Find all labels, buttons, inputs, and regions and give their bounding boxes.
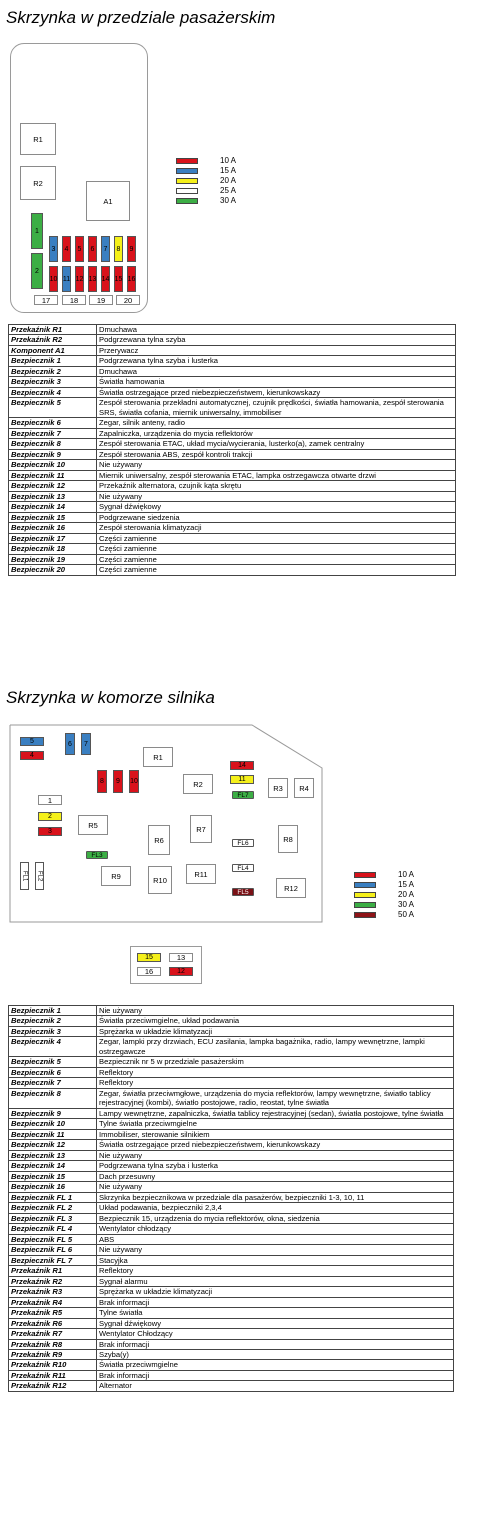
- function-cell: Zespół sterowania klimatyzacji: [97, 523, 456, 533]
- legend-swatch: [354, 892, 376, 898]
- function-cell: Immobiliser, sterowanie silnikiem: [97, 1129, 454, 1139]
- table-row: [9, 1224, 454, 1234]
- table-row: [9, 1360, 454, 1370]
- function-cell: Zegar, silnik anteny, radio: [97, 418, 456, 428]
- table-row: [9, 1182, 454, 1192]
- function-cell: Nie używany: [97, 491, 456, 501]
- table-row: [9, 1339, 454, 1349]
- component-name-cell: Bezpiecznik FL 6: [9, 1245, 97, 1255]
- component-name-cell: Bezpiecznik 12: [9, 1140, 97, 1150]
- function-cell: Tylne światła: [97, 1308, 454, 1318]
- function-cell: Wentylator Chłodzący: [97, 1329, 454, 1339]
- component-name-cell: Bezpiecznik 14: [9, 502, 97, 512]
- relay-r8: R8: [278, 825, 298, 853]
- engine-fuse-16: 16: [137, 967, 161, 976]
- table-row: [9, 1381, 454, 1391]
- component-name-cell: Bezpiecznik 11: [9, 470, 97, 480]
- fuse-16: 16: [127, 266, 136, 292]
- fl2-fuse: FL2: [35, 862, 44, 890]
- component-name-cell: Bezpiecznik 12: [9, 481, 97, 491]
- component-name-cell: Bezpiecznik 16: [9, 1182, 97, 1192]
- engine-fuse-table: [8, 1005, 454, 1392]
- component-name-cell: Przekaźnik R11: [9, 1370, 97, 1380]
- function-cell: Nie używany: [97, 1150, 454, 1160]
- function-cell: Nie używany: [97, 1006, 454, 1016]
- fuse-11: 11: [62, 266, 71, 292]
- spare-18: 18: [62, 295, 86, 305]
- table-row: [9, 1203, 454, 1213]
- table-row: [9, 1308, 454, 1318]
- legend-label: 15 A: [220, 166, 237, 175]
- table-row: [9, 1140, 454, 1150]
- component-name-cell: Komponent A1: [9, 345, 97, 355]
- component-name-cell: Bezpiecznik 5: [9, 1057, 97, 1067]
- engine-fuse-7: 7: [81, 733, 91, 755]
- function-cell: Światła przeciwmgielne, układ podawania: [97, 1016, 454, 1026]
- fl3-fuse: FL3: [86, 851, 108, 859]
- function-cell: Szyba(y): [97, 1349, 454, 1359]
- component-name-cell: Przekaźnik R12: [9, 1381, 97, 1391]
- relay-r5: R5: [78, 815, 108, 835]
- function-cell: Sprężarka w układzie klimatyzacji: [97, 1026, 454, 1036]
- function-cell: Światła przeciwmgielne: [97, 1360, 454, 1370]
- component-name-cell: Przekaźnik R5: [9, 1308, 97, 1318]
- component-name-cell: Bezpiecznik FL 1: [9, 1192, 97, 1202]
- function-cell: Wentylator chłodzący: [97, 1224, 454, 1234]
- spare-19: 19: [89, 295, 113, 305]
- table-row: [9, 1119, 454, 1129]
- table-row: [9, 1329, 454, 1339]
- legend-label: 15 A: [398, 880, 415, 889]
- component-name-cell: Bezpiecznik 10: [9, 1119, 97, 1129]
- function-cell: Lampy wewnętrzne, zapalniczka, światła tablicy rejestracyjnej (sedan), światła postojowe, tylne światła: [97, 1108, 454, 1118]
- engine-fuse-8: 8: [97, 770, 107, 793]
- function-cell: Tylne światła przeciwmgielne: [97, 1119, 454, 1129]
- legend-label: 10 A: [398, 870, 415, 879]
- function-cell: Zegar, światła przeciwmgłowe, urządzenia do mycia reflektorów, lampy wewnętrzne, światło tablicy rejestracyjnej (kombi), światło postojowe, radio, reostat, tylne światła: [97, 1088, 454, 1108]
- function-cell: Reflektory: [97, 1067, 454, 1077]
- component-name-cell: Bezpiecznik 6: [9, 418, 97, 428]
- component-name-cell: Bezpiecznik 15: [9, 512, 97, 522]
- function-cell: Podgrzewana tylna szyba i lusterka: [97, 1161, 454, 1171]
- component-name-cell: Bezpiecznik FL 3: [9, 1213, 97, 1223]
- component-name-cell: Bezpiecznik 2: [9, 366, 97, 376]
- relay-r12: R12: [276, 878, 306, 898]
- table-row: [9, 1057, 454, 1067]
- relay-r10: R10: [148, 866, 172, 894]
- spare-17: 17: [34, 295, 58, 305]
- fl4-fuse: FL4: [232, 864, 254, 872]
- engine-fuse-11: 11: [230, 775, 254, 784]
- table-row: [9, 1150, 454, 1160]
- legend-item: [354, 890, 414, 899]
- table-row: [9, 1037, 454, 1057]
- legend-swatch: [354, 872, 376, 878]
- relay-r3: R3: [268, 778, 288, 798]
- component-name-cell: Bezpiecznik 16: [9, 523, 97, 533]
- legend-label: 30 A: [220, 196, 237, 205]
- relay-r1: R1: [143, 747, 173, 767]
- component-name-cell: Bezpiecznik 10: [9, 460, 97, 470]
- function-cell: Dmuchawa: [97, 325, 456, 335]
- fuse-12: 12: [75, 266, 84, 292]
- component-name-cell: Bezpiecznik 7: [9, 428, 97, 438]
- table-row: [9, 1287, 454, 1297]
- function-cell: Zespół sterowania ABS, zespół kontroli trakcji: [97, 449, 456, 459]
- function-cell: Podgrzewana tylna szyba i lusterka: [97, 356, 456, 366]
- component-name-cell: Bezpiecznik 3: [9, 377, 97, 387]
- function-cell: Stacyjka: [97, 1255, 454, 1265]
- fuse-13: 13: [88, 266, 97, 292]
- function-cell: Nie używany: [97, 460, 456, 470]
- fuse-7: 7: [101, 236, 110, 262]
- engine-fuse-5: 5: [20, 737, 44, 746]
- component-name-cell: Bezpiecznik FL 4: [9, 1224, 97, 1234]
- relay-r2: R2: [183, 774, 213, 794]
- component-name-cell: Bezpiecznik 4: [9, 387, 97, 397]
- relay-r9: R9: [101, 866, 131, 886]
- function-cell: Zegar, lampki przy drzwiach, ECU zasilania, lampka bagażnika, radio, lampy wewnętrzne, lampki ostrzegawcze: [97, 1037, 454, 1057]
- component-name-cell: Przekaźnik R3: [9, 1287, 97, 1297]
- fl1-fuse: FL1: [20, 862, 29, 890]
- function-cell: Skrzynka bezpiecznikowa w przedziale dla pasażerów, bezpieczniki 1-3, 10, 11: [97, 1192, 454, 1202]
- component-name-cell: Przekaźnik R10: [9, 1360, 97, 1370]
- fl7-fuse: FL7: [232, 791, 254, 799]
- section2-title: Skrzynka w komorze silnika: [6, 688, 215, 707]
- component-name-cell: Bezpiecznik 8: [9, 439, 97, 449]
- component-name-cell: Bezpiecznik 3: [9, 1026, 97, 1036]
- function-cell: Miernik uniwersalny, zespół sterowania ETAC, lampka ostrzegawcza otwarte drzwi: [97, 470, 456, 480]
- table-row: [9, 1171, 454, 1181]
- legend-label: 50 A: [398, 910, 415, 919]
- fuse-5: 5: [75, 236, 84, 262]
- component-name-cell: Bezpiecznik 4: [9, 1037, 97, 1057]
- component-name-cell: Bezpiecznik 8: [9, 1088, 97, 1108]
- table-row: [9, 1266, 454, 1276]
- engine-fuse-10: 10: [129, 770, 139, 793]
- table-row: [9, 1318, 454, 1328]
- table-row: [9, 1192, 454, 1202]
- component-name-cell: Bezpiecznik FL 7: [9, 1255, 97, 1265]
- component-name-cell: Bezpiecznik 17: [9, 533, 97, 543]
- fuse-9: 9: [127, 236, 136, 262]
- function-cell: Części zamienne: [97, 544, 456, 554]
- component-name-cell: Bezpiecznik 1: [9, 356, 97, 366]
- function-cell: Światła hamowania: [97, 377, 456, 387]
- fl6-fuse: FL6: [232, 839, 254, 847]
- component-name-cell: Przekaźnik R7: [9, 1329, 97, 1339]
- table-row: [9, 1349, 454, 1359]
- function-cell: Części zamienne: [97, 565, 456, 575]
- fuse-14: 14: [101, 266, 110, 292]
- function-cell: Przerywacz: [97, 345, 456, 355]
- function-cell: Brak informacji: [97, 1370, 454, 1380]
- function-cell: Sprężarka w układzie klimatyzacji: [97, 1287, 454, 1297]
- function-cell: Dach przesuwny: [97, 1171, 454, 1181]
- function-cell: Bezpiecznik nr 5 w przedziale pasażerskim: [97, 1057, 454, 1067]
- component-name-cell: Bezpiecznik 14: [9, 1161, 97, 1171]
- component-name-cell: Przekaźnik R2: [9, 1276, 97, 1286]
- engine-fuse-12: 12: [169, 967, 193, 976]
- function-cell: Brak informacji: [97, 1297, 454, 1307]
- fuse-15: 15: [114, 266, 123, 292]
- function-cell: Sygnał alarmu: [97, 1276, 454, 1286]
- legend-label: 30 A: [398, 900, 415, 909]
- engine-fuse-9: 9: [113, 770, 123, 793]
- table-row: [9, 1108, 454, 1118]
- fuse-6: 6: [88, 236, 97, 262]
- component-name-cell: Bezpiecznik 15: [9, 1171, 97, 1181]
- function-cell: Sygnał dźwiękowy: [97, 502, 456, 512]
- fl5-fuse: FL5: [232, 888, 254, 896]
- component-name-cell: Bezpiecznik 13: [9, 1150, 97, 1160]
- legend-swatch: [354, 902, 376, 908]
- table-row: [9, 1276, 454, 1286]
- table-row: [9, 1067, 454, 1077]
- table-row: [9, 1129, 454, 1139]
- fuse-2: 2: [31, 253, 43, 289]
- component-name-cell: Przekaźnik R6: [9, 1318, 97, 1328]
- table-row: [9, 1088, 454, 1108]
- table-row: [9, 1234, 454, 1244]
- component-a1: A1: [86, 181, 130, 221]
- legend-item: [354, 880, 414, 889]
- function-cell: Reflektory: [97, 1078, 454, 1088]
- component-name-cell: Bezpiecznik FL 2: [9, 1203, 97, 1213]
- engine-fuse-4: 4: [20, 751, 44, 760]
- component-name-cell: Bezpiecznik 18: [9, 544, 97, 554]
- function-cell: Nie używany: [97, 1245, 454, 1255]
- component-name-cell: Bezpiecznik 2: [9, 1016, 97, 1026]
- function-cell: ABS: [97, 1234, 454, 1244]
- table-row: [9, 1026, 454, 1036]
- table-row: [9, 1161, 454, 1171]
- component-name-cell: Bezpiecznik FL 5: [9, 1234, 97, 1244]
- component-name-cell: Bezpiecznik 9: [9, 1108, 97, 1118]
- function-cell: Zapalniczka, urządzenia do mycia reflektorów: [97, 428, 456, 438]
- spare-20: 20: [116, 295, 140, 305]
- relay-r6: R6: [148, 825, 170, 855]
- function-cell: Podgrzewana tylna szyba: [97, 335, 456, 345]
- component-name-cell: Bezpiecznik 20: [9, 565, 97, 575]
- fuse-10: 10: [49, 266, 58, 292]
- function-cell: Bezpiecznik 15, urządzenia do mycia reflektorów, okna, siedzenia: [97, 1213, 454, 1223]
- legend-label: 10 A: [220, 156, 237, 165]
- engine-fuse-14: 14: [230, 761, 254, 770]
- component-name-cell: Przekaźnik R8: [9, 1339, 97, 1349]
- legend-item: [354, 900, 414, 909]
- legend-label: 20 A: [398, 890, 415, 899]
- component-name-cell: Bezpiecznik 1: [9, 1006, 97, 1016]
- component-name-cell: Przekaźnik R9: [9, 1349, 97, 1359]
- component-name-cell: Bezpiecznik 7: [9, 1078, 97, 1088]
- table-row: [9, 1245, 454, 1255]
- relay-r11: R11: [186, 864, 216, 884]
- function-cell: Części zamienne: [97, 554, 456, 564]
- engine-fuse-2: 2: [38, 812, 62, 821]
- section1-title: Skrzynka w przedziale pasażerskim: [6, 8, 276, 27]
- function-cell: Sygnał dźwiękowy: [97, 1318, 454, 1328]
- function-cell: Dmuchawa: [97, 366, 456, 376]
- function-cell: Zespół sterowania przekładni automatycznej, czujnik prędkości, światła hamowania, zespół sterowania SRS, światła cofania, miernik uniwersalny, immobiliser: [97, 398, 456, 418]
- engine-fuse-3: 3: [38, 827, 62, 836]
- relay-r4: R4: [294, 778, 314, 798]
- component-name-cell: Przekaźnik R1: [9, 325, 97, 335]
- function-cell: Przekaźnik alternatora, czujnik kąta skrętu: [97, 481, 456, 491]
- function-cell: Światła ostrzegające przed niebezpieczeństwem, kierunkowskazy: [97, 1140, 454, 1150]
- function-cell: Światła ostrzegające przed niebezpieczeństwem, kierunkowskazy: [97, 387, 456, 397]
- table-row: [9, 1016, 454, 1026]
- function-cell: Układ podawania, bezpieczniki 2,3,4: [97, 1203, 454, 1213]
- fuse-8: 8: [114, 236, 123, 262]
- function-cell: Brak informacji: [97, 1339, 454, 1349]
- legend-item: [354, 910, 414, 919]
- table-row: [9, 1255, 454, 1265]
- function-cell: Części zamienne: [97, 533, 456, 543]
- function-cell: Podgrzewane siedzenia: [97, 512, 456, 522]
- function-cell: Reflektory: [97, 1266, 454, 1276]
- component-name-cell: Bezpiecznik 5: [9, 398, 97, 418]
- fuse-3: 3: [49, 236, 58, 262]
- engine-fuse-6: 6: [65, 733, 75, 755]
- table-row: [9, 1078, 454, 1088]
- engine-fuse-15: 15: [137, 953, 161, 962]
- component-name-cell: Bezpiecznik 6: [9, 1067, 97, 1077]
- component-name-cell: Bezpiecznik 13: [9, 491, 97, 501]
- component-name-cell: Bezpiecznik 11: [9, 1129, 97, 1139]
- function-cell: Zespół sterowania ETAC, układ mycia/wycierania, lusterko(a), zamek centralny: [97, 439, 456, 449]
- table-row: [9, 1370, 454, 1380]
- relay-r1: R1: [20, 123, 56, 155]
- table-row: [9, 1213, 454, 1223]
- function-cell: Alternator: [97, 1381, 454, 1391]
- small-fusebox-outline: [130, 946, 202, 984]
- component-name-cell: Przekaźnik R1: [9, 1266, 97, 1276]
- component-name-cell: Bezpiecznik 9: [9, 449, 97, 459]
- fuse-1: 1: [31, 213, 43, 249]
- component-name-cell: Bezpiecznik 19: [9, 554, 97, 564]
- legend-label: 20 A: [220, 176, 237, 185]
- relay-r7: R7: [190, 815, 212, 843]
- engine-fuse-13: 13: [169, 953, 193, 962]
- legend-swatch: [354, 882, 376, 888]
- function-cell: Nie używany: [97, 1182, 454, 1192]
- relay-r2: R2: [20, 166, 56, 200]
- table-row: [9, 1297, 454, 1307]
- legend-swatch: [354, 912, 376, 918]
- component-name-cell: Przekaźnik R4: [9, 1297, 97, 1307]
- fuse-4: 4: [62, 236, 71, 262]
- engine-fuse-1: 1: [38, 795, 62, 805]
- component-name-cell: Przekaźnik R2: [9, 335, 97, 345]
- table-row: [9, 1006, 454, 1016]
- legend-item: [354, 870, 414, 879]
- legend-label: 25 A: [220, 186, 237, 195]
